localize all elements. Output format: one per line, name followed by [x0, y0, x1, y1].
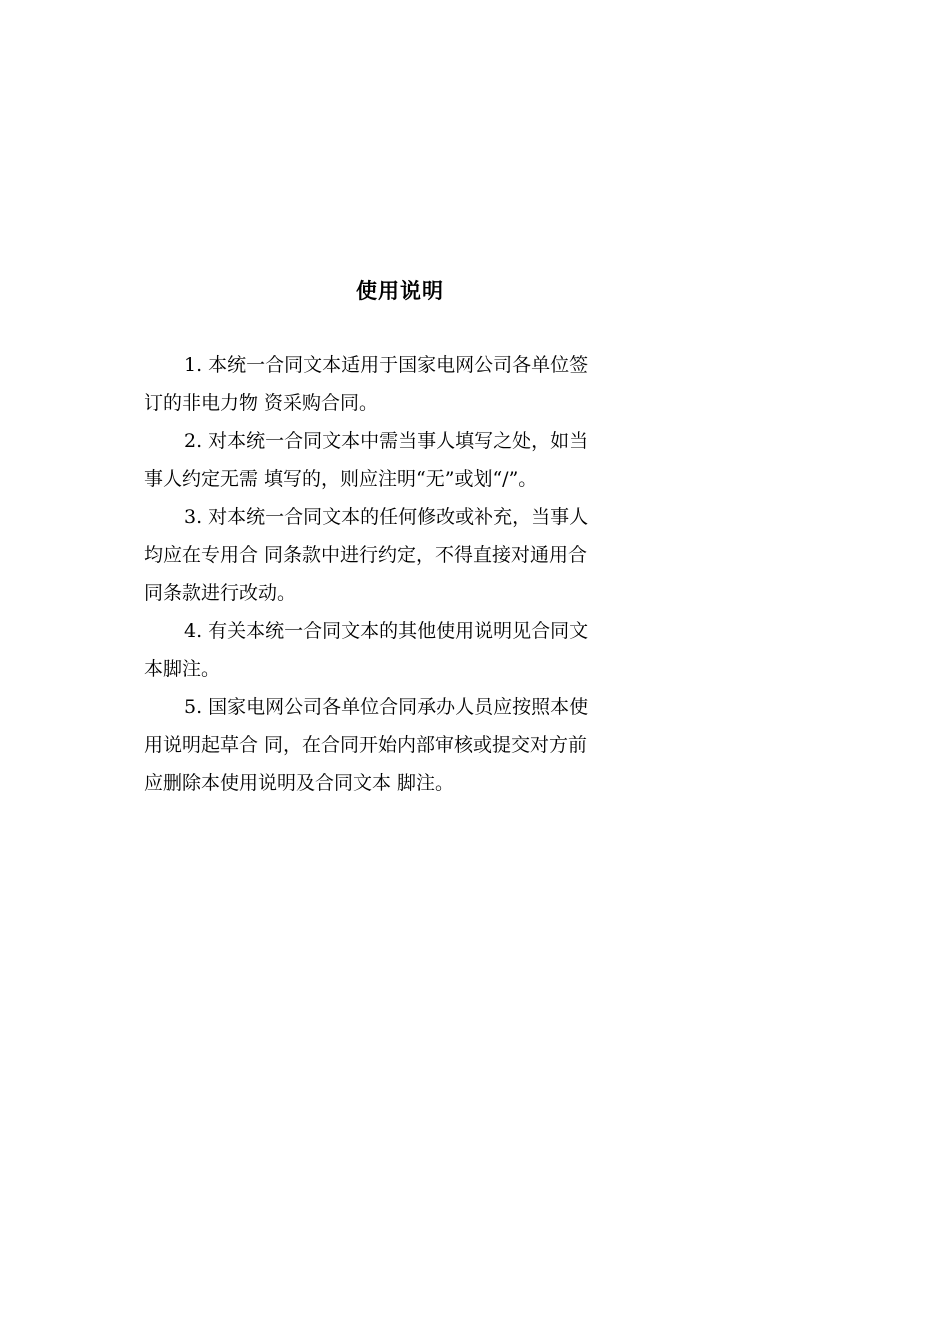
instruction-item-5	[144, 688, 656, 802]
instruction-line: 订的非电力物 资采购合同。	[144, 392, 379, 414]
instruction-item-1	[144, 346, 656, 422]
instruction-line: 事人约定无需 填写的，则应注明“无”或划“/”。	[144, 468, 538, 490]
instruction-item-4	[144, 612, 656, 688]
instruction-line: 用说明起草合 同，在合同开始内部审核或提交对方前	[144, 734, 588, 756]
instruction-line: 3. 对本统一合同文本的任何修改或补充，当事人	[184, 506, 589, 528]
instruction-line: 均应在专用合 同条款中进行约定，不得直接对通用合	[144, 544, 588, 566]
instruction-line: 本脚注。	[144, 658, 221, 680]
instruction-line: 4. 有关本统一合同文本的其他使用说明见合同文	[184, 620, 589, 642]
instruction-line: 2. 对本统一合同文本中需当事人填写之处，如当	[184, 430, 589, 452]
page-title: 使用说明	[356, 279, 444, 303]
instruction-line: 1. 本统一合同文本适用于国家电网公司各单位签	[184, 354, 589, 376]
instruction-item-2	[144, 422, 656, 498]
instruction-item-3	[144, 498, 656, 612]
instruction-line: 应删除本使用说明及合同文本 脚注。	[144, 772, 455, 794]
instructions-body	[144, 346, 656, 802]
instruction-line: 5. 国家电网公司各单位合同承办人员应按照本使	[184, 696, 589, 718]
instruction-line: 同条款进行改动。	[144, 582, 297, 604]
